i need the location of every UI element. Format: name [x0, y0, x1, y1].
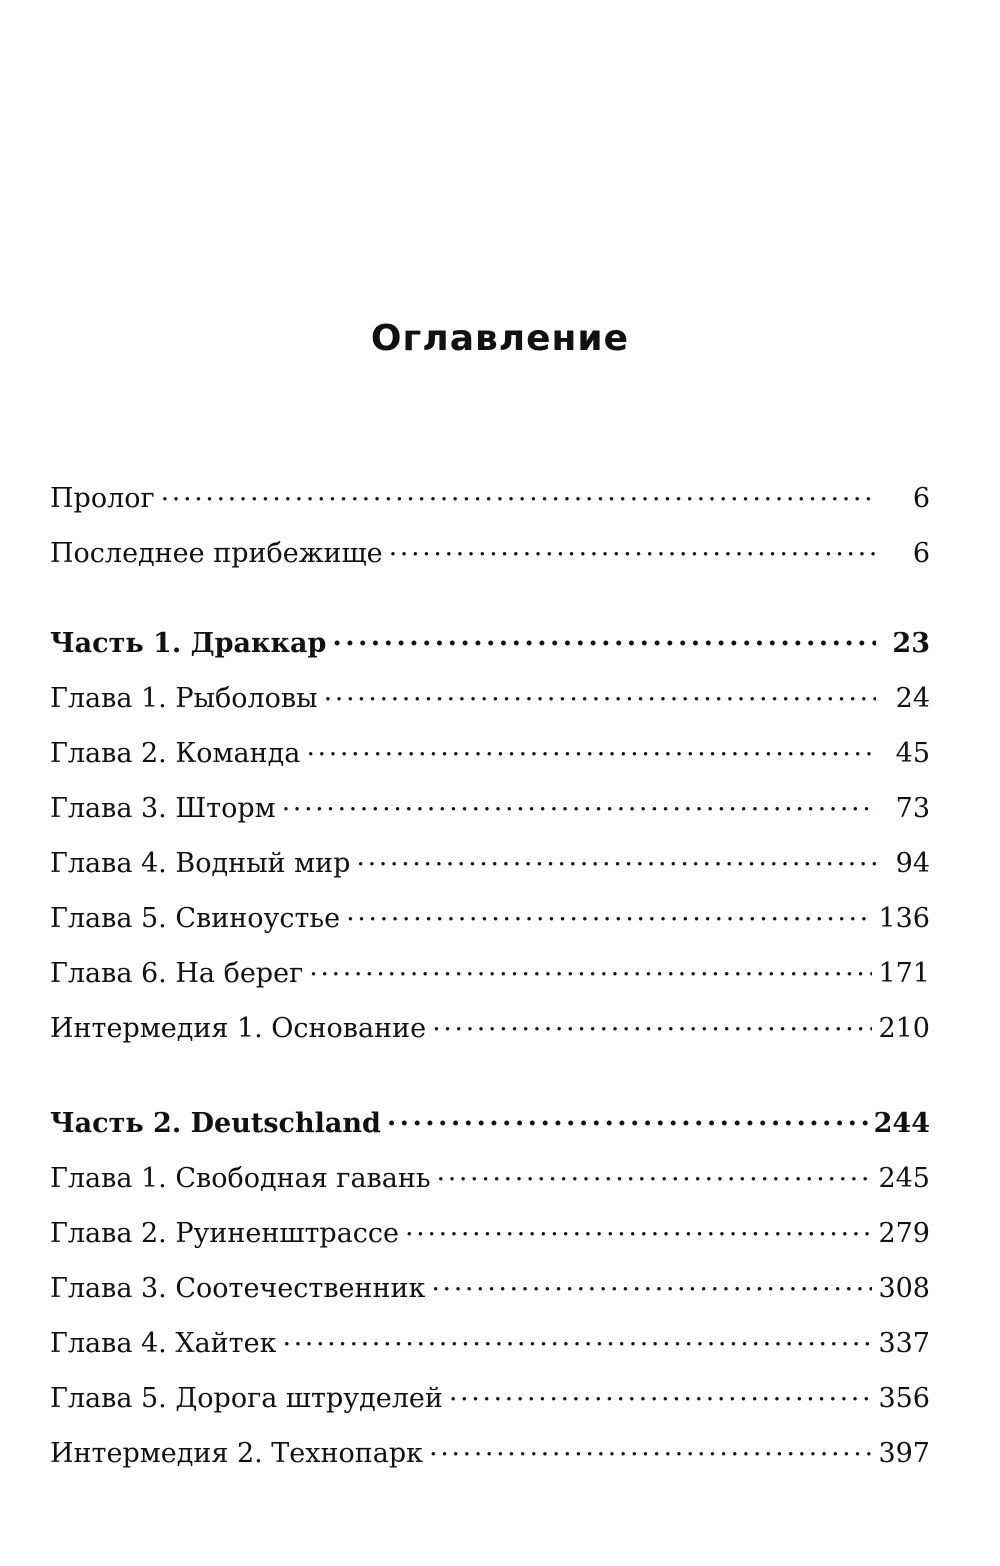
dot-leader — [346, 900, 872, 927]
toc-entry-prologue — [50, 480, 930, 535]
toc-entry-label: Глава 2. Команда — [50, 738, 301, 769]
toc-entry-page: 94 — [895, 848, 930, 879]
toc-entry-label: Глава 5. Дорога штруделей — [50, 1383, 443, 1414]
dot-leader — [306, 735, 876, 762]
toc-entry-label: Глава 6. На берег — [50, 958, 304, 989]
toc-entry-chapter — [50, 1215, 930, 1270]
toc-entry-page: 245 — [878, 1163, 930, 1194]
toc-entry-label: Глава 5. Свиноустье — [50, 903, 341, 934]
dot-leader — [282, 790, 876, 817]
toc-entry-page: 6 — [912, 483, 930, 514]
toc-entry-label: Глава 4. Водный мир — [50, 848, 351, 879]
toc-entry-label: Глава 4. Хайтек — [50, 1328, 277, 1359]
toc-entry-page: 24 — [895, 683, 930, 714]
toc-entry-label: Глава 2. Руиненштрассе — [50, 1218, 400, 1249]
toc-entry-page: 171 — [878, 958, 930, 989]
dot-leader — [161, 480, 876, 507]
toc-part-1 — [50, 625, 930, 680]
toc-title: Оглавление — [370, 318, 630, 359]
toc-entry-label: Глава 1. Рыболовы — [50, 683, 318, 714]
toc-entry-chapter — [50, 1270, 930, 1325]
dot-leader — [356, 845, 876, 872]
toc-entry-chapter — [50, 845, 930, 900]
dot-leader — [387, 1105, 868, 1132]
toc-entry-label: Часть 1. Драккар — [50, 628, 327, 659]
dot-leader — [309, 955, 872, 982]
dot-leader — [324, 680, 876, 707]
toc-entry-last-refuge — [50, 535, 930, 590]
dot-leader — [332, 625, 876, 652]
toc-entry-page: 337 — [878, 1328, 930, 1359]
toc-entry-label: Глава 3. Шторм — [50, 793, 276, 824]
toc-entry-label: Часть 2. Deutschland — [50, 1108, 381, 1139]
toc-entry-page: 136 — [878, 903, 930, 934]
toc-entry-page: 45 — [895, 738, 930, 769]
dot-leader — [437, 1160, 873, 1187]
dot-leader — [432, 1010, 872, 1037]
toc-entry-chapter — [50, 955, 930, 1010]
toc-entry-chapter — [50, 1325, 930, 1380]
dot-leader — [282, 1325, 872, 1352]
toc-entry-label: Интермедия 2. Технопарк — [50, 1438, 424, 1469]
toc-entry-label: Пролог — [50, 483, 155, 514]
toc-entry-chapter — [50, 790, 930, 845]
toc-entry-chapter — [50, 1380, 930, 1435]
toc-entry-page: 308 — [878, 1273, 930, 1304]
toc-entry-label: Глава 1. Свободная гавань — [50, 1163, 431, 1194]
toc-entry-page: 244 — [873, 1108, 930, 1139]
toc-list — [50, 480, 930, 1490]
toc-entry-page: 73 — [895, 793, 930, 824]
dot-leader — [429, 1435, 872, 1462]
toc-entry-label: Последнее прибежище — [50, 538, 383, 569]
toc-entry-page: 210 — [878, 1013, 930, 1044]
toc-entry-interlude — [50, 1435, 930, 1490]
toc-entry-chapter — [50, 1160, 930, 1215]
toc-entry-label: Интермедия 1. Основание — [50, 1013, 427, 1044]
toc-entry-page: 397 — [878, 1438, 930, 1469]
toc-entry-chapter — [50, 900, 930, 955]
dot-leader — [405, 1215, 872, 1242]
dot-leader — [389, 535, 876, 562]
toc-entry-chapter — [50, 735, 930, 790]
toc-entry-page: 23 — [892, 628, 930, 659]
toc-entry-interlude — [50, 1010, 930, 1065]
toc-entry-label: Глава 3. Соотечественник — [50, 1273, 426, 1304]
toc-entry-page: 356 — [878, 1383, 930, 1414]
toc-entry-page: 6 — [912, 538, 930, 569]
dot-leader — [449, 1380, 873, 1407]
toc-part-2 — [50, 1105, 930, 1160]
dot-leader — [431, 1270, 872, 1297]
toc-entry-chapter — [50, 680, 930, 735]
toc-entry-page: 279 — [878, 1218, 930, 1249]
